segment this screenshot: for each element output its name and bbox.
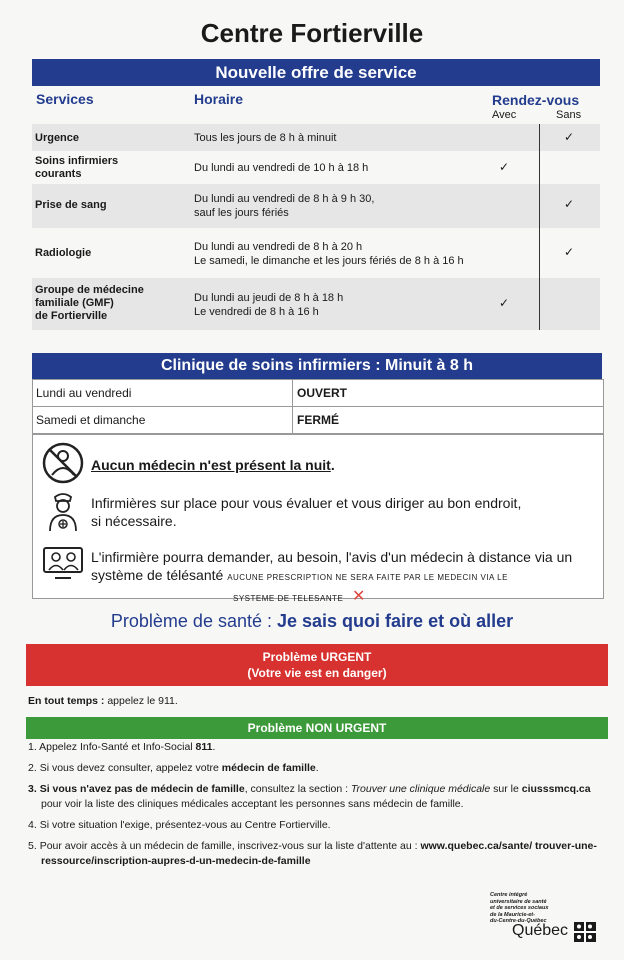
step-strong: médecin de famille [221,762,316,774]
clinic-days: Lundi au vendredi [36,386,132,400]
fleur-de-lis-icon [574,922,596,942]
step-number: 3. [28,783,37,795]
step-item [28,839,598,869]
service-hours [194,192,374,220]
step-end: pour voir la liste des cliniques médicales acceptant les personnes sans médecin de famille. [41,798,464,810]
step-number: 4. [28,819,37,831]
clinic-days: Samedi et dimanche [36,413,146,427]
quebec-link[interactable]: www.quebec.ca/sante/ [420,840,533,852]
ciusss-logo [490,892,600,939]
urgent-line-1: Problème URGENT [262,650,372,664]
hours-line: Du lundi au jeudi de 8 h à 18 h [194,292,344,304]
nurses-text [91,494,521,530]
service-row-urgence [32,124,600,151]
health-headline [0,611,624,632]
nurses-line: si nécessaire. [91,513,177,529]
step-item [28,782,598,812]
step-number: 2. [28,762,37,774]
info-box [32,434,604,603]
service-row-radiologie [32,228,600,278]
step-text: Appelez Info-Santé et Info-Social [39,741,196,753]
telehealth-text [91,548,572,587]
steps-list [28,740,598,875]
clinic-row [33,380,603,406]
urgent-banner [26,644,608,686]
service-name-line: Groupe de médecine [35,284,144,296]
urgent-line-2: (Votre vie est en danger) [247,666,387,680]
col-avec: Avec [492,109,517,121]
telehealth-icon [41,545,85,581]
non-urgent-banner-text: Problème NON URGENT [247,721,387,735]
col-rendez-vous: Rendez-vous [492,92,580,108]
step-item [28,818,598,833]
non-urgent-banner [26,717,608,739]
service-hours: Du lundi au vendredi de 10 h à 18 h [194,162,369,174]
quebec-wordmark [512,922,568,940]
nurse-icon [45,489,81,533]
step-number: 5. [28,840,37,852]
sans-check: ✓ [564,245,575,259]
service-row-gmf [32,278,600,330]
red-mark: ✕ [352,588,366,605]
service-hours: Tous les jours de 8 h à minuit [194,132,337,144]
hours-line: Du lundi au vendredi de 8 h à 9 h 30, [194,193,375,205]
clinic-banner [32,353,602,379]
step-end: . [212,741,216,753]
step-italic: Trouver une clinique médicale [350,783,491,795]
urgent-instruction [28,694,178,709]
urgent-text: appelez le 911. [104,695,178,707]
table-divider [292,380,293,406]
hours-line: Le samedi, le dimanche et les jours fériés de 8 h à 16 h [194,255,464,267]
clinic-banner-text: Clinique de soins infirmiers : Minuit à 8 h [160,357,474,374]
service-name-line: familiale (GMF) [35,297,114,309]
logo-line: Centre intégré [490,892,528,898]
quebec-link-2[interactable]: trouver-une-ressource/inscription-aupres-d-un-medecin-de-famille [41,840,597,867]
service-name-line: de Fortierville [35,310,108,322]
offer-banner [32,59,600,86]
step-text: , consultez la section : [244,783,351,795]
service-row-prise-de-sang [32,184,600,228]
clinic-status: OUVERT [297,386,348,400]
page-title: Centre Fortierville [200,18,424,48]
service-name [35,155,118,181]
step-text: sur le [490,783,519,795]
no-doctor-icon [41,441,85,485]
urgent-label: En tout temps : [28,695,105,707]
sans-check: ✓ [564,197,575,211]
service-name [35,284,144,323]
step-item [28,761,598,776]
step-end: . [315,762,319,774]
service-row-soins [32,151,600,184]
table-divider [292,407,293,433]
logo-line: de la Mauricie-et- [490,911,535,918]
step-text: Si vous devez consulter, appelez votre [39,762,222,774]
step-number: 1. [28,741,37,753]
handwritten-note: AUCUNE PRESCRIPTION NE SERA FAITE PAR LE MEDECIN VIA LE [227,573,508,582]
no-doctor-text [91,456,335,474]
avec-check: ✓ [499,296,510,310]
step-strong: 811 [195,741,213,753]
service-hours [194,291,343,319]
service-name: Prise de sang [35,199,107,211]
hours-line: Le vendredi de 8 h à 16 h [194,306,319,318]
col-horaire: Horaire [194,91,244,107]
logo-line: et de services sociaux [490,905,549,911]
clinic-status: FERMÉ [297,413,339,427]
telehealth-line [91,566,572,587]
step-strong: Si vous n'avez pas de médecin de famille [39,783,245,795]
step-text: Si votre situation l'exige, présentez-vous au Centre Fortierville. [39,819,331,831]
nurses-line: Infirmières sur place pour vous évaluer et vous diriger au bon endroit, [91,495,522,511]
column-divider [539,124,540,330]
clinic-row [33,406,603,433]
service-name: Radiologie [35,247,92,259]
handwritten-note-2: SYSTEME DE TELESANTE [233,594,344,603]
quebec-wordmark-text: Québec [512,922,569,939]
step-item [28,740,598,755]
telehealth-line: L'infirmière pourra demander, au besoin, l'avis d'un médecin à distance via un [91,549,573,565]
step-text: Pour avoir accès à un médecin de famille, inscrivez-vous sur la liste d'attente au : [39,840,421,852]
hours-line: sauf les jours fériés [194,207,289,219]
telehealth-line-2: système de télésanté [91,567,224,583]
hours-line: Du lundi au vendredi de 8 h à 20 h [194,241,363,253]
service-name-line: Soins infirmiers [35,155,119,167]
no-doctor-strong: Aucun médecin n'est présent la nuit [91,457,331,473]
avec-check: ✓ [499,160,510,174]
clinic-table [32,379,604,434]
col-sans: Sans [556,109,582,121]
logo-line: universitaire de santé [490,898,547,905]
service-name-line: courants [35,168,82,180]
offer-banner-text: Nouvelle offre de service [215,63,417,82]
service-name: Urgence [35,132,80,144]
ciusss-link[interactable]: ciusssmcq.ca [521,783,591,795]
headline-strong: Je sais quoi faire et où aller [277,611,514,631]
col-services: Services [36,91,94,107]
no-doctor-end: . [330,457,335,473]
sans-check: ✓ [564,130,575,144]
headline-prefix: Problème de santé : [110,611,277,631]
logo-line: du-Centre-du-Québec [490,918,547,924]
logo-text [490,892,600,925]
service-hours [194,240,464,268]
